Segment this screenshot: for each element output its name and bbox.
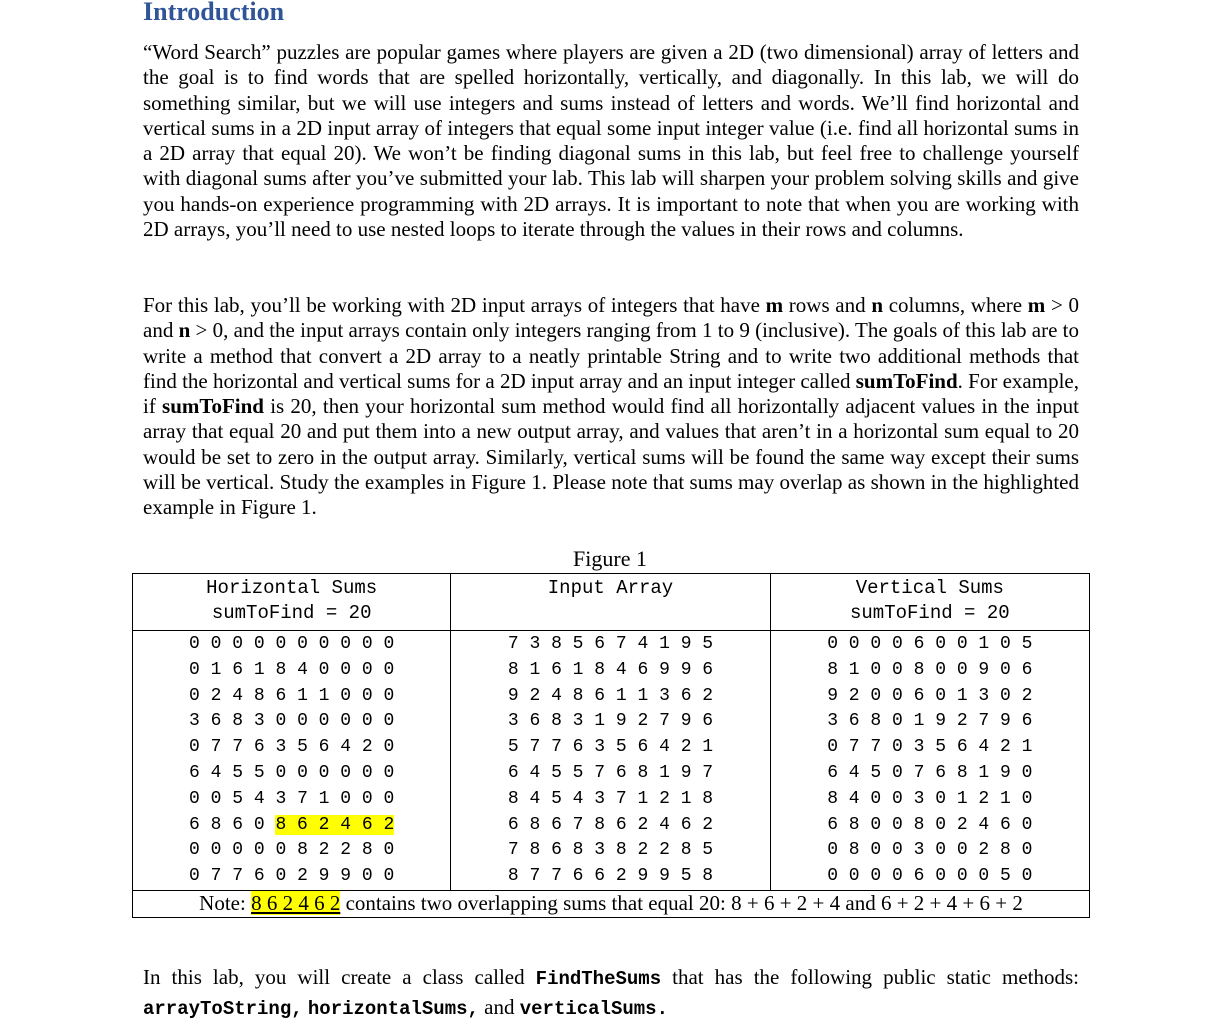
grid-row: 6 4 5 5 7 6 8 1 9 7 <box>507 762 714 783</box>
text-span: that has the following public static methods: <box>661 965 1079 989</box>
figure-table <box>132 573 1090 918</box>
grid-row: 0 0 5 4 3 7 1 0 0 0 <box>189 788 395 809</box>
horizontal-subtitle: sumToFind = 20 <box>211 602 372 624</box>
text-span: > 0, and the input arrays contain only integers ranging from 1 to 9 (inclusive). The goals of this lab are to write a method that convert a 2D array to a neatly printable String and to write two additional methods that find the horizontal and vertical sums for a 2D input array and an input integer called <box>143 318 1079 393</box>
note-suffix: contains two overlapping sums that equal 20: 8 + 6 + 2 + 4 and 6 + 2 + 4 + 6 + 2 <box>340 891 1023 916</box>
var-n: n <box>178 318 191 343</box>
text-span: . For example, if <box>143 368 1079 419</box>
note-highlight: 8 6 2 4 6 2 <box>251 891 341 916</box>
code-method-verticalsums: verticalSums. <box>519 998 668 1020</box>
text-span: is 20, then your horizontal sum method would find all horizontally adjacent values in the input array that equal 20 and put them into a new output array, and values that aren’t in a horizontal sum equal to 20 would be set to zero in the output array. Similarly, vertical sums will be found the same way except their sums will be vertical. Study the examples in Figure 1. Please note that sums may overlap as shown in the highlighted example in Figure 1. <box>143 394 1080 520</box>
grid-row: 0 8 0 0 3 0 0 2 8 0 <box>827 840 1033 861</box>
text-span: rows and <box>783 293 872 317</box>
code-method-arraytostring: arrayToString, <box>143 998 303 1020</box>
text-span: In this lab, you will create a class called <box>143 965 536 989</box>
section-heading: Introduction <box>143 0 285 26</box>
input-header <box>451 574 770 631</box>
grid-row-prefix: 6 8 6 0 <box>189 814 276 835</box>
horizontal-sums-grid <box>133 631 451 891</box>
text-span: columns, where <box>883 293 1028 317</box>
grid-row: 7 8 6 8 3 8 2 2 8 5 <box>507 840 714 861</box>
grid-row: 8 1 6 1 8 4 6 9 9 6 <box>507 659 714 680</box>
grid-row-highlighted <box>133 813 450 839</box>
vertical-subtitle: sumToFind = 20 <box>850 602 1010 624</box>
var-n: n <box>871 293 883 317</box>
code-class-name: FindTheSums <box>535 968 662 990</box>
grid-row: 0 2 4 8 6 1 1 0 0 0 <box>189 685 395 706</box>
grid-row: 8 7 7 6 6 2 9 9 5 8 <box>507 866 714 887</box>
var-m: m <box>1027 293 1046 317</box>
vertical-sums-grid <box>770 631 1089 891</box>
grid-row: 0 7 7 6 3 5 6 4 2 0 <box>189 737 395 758</box>
text-span: For this lab, you’ll be working with 2D input arrays of integers that have <box>143 293 766 317</box>
grid-row: 6 4 5 5 0 0 0 0 0 0 <box>189 762 395 783</box>
text-span: > 0 and <box>143 293 1079 343</box>
grid-row: 7 3 8 5 6 7 4 1 9 5 <box>507 634 714 654</box>
grid-row: 0 7 7 6 0 2 9 9 0 0 <box>189 866 395 887</box>
grid-row: 6 4 5 0 7 6 8 1 9 0 <box>827 762 1033 783</box>
class-description-paragraph <box>143 963 1079 1023</box>
grid-row: 9 2 0 0 6 0 1 3 0 2 <box>827 685 1033 706</box>
horizontal-header <box>133 574 451 631</box>
var-m: m <box>765 293 784 317</box>
grid-row: 3 6 8 3 1 9 2 7 9 6 <box>507 711 714 732</box>
vertical-title: Vertical Sums <box>855 577 1004 599</box>
grid-row: 8 4 0 0 3 0 1 2 1 0 <box>827 788 1033 809</box>
grid-row: 0 0 0 0 0 8 2 2 8 0 <box>189 840 395 861</box>
grid-row: 0 7 7 0 3 5 6 4 2 1 <box>827 737 1033 758</box>
grid-row: 3 6 8 0 1 9 2 7 9 6 <box>827 711 1033 732</box>
figure-note <box>133 890 1090 917</box>
text-span: and <box>478 995 520 1019</box>
grid-row: 8 4 5 4 3 7 1 2 1 8 <box>507 788 714 809</box>
grid-row: 0 1 6 1 8 4 0 0 0 0 <box>189 659 395 680</box>
grid-row: 0 0 0 0 6 0 0 0 5 0 <box>827 866 1033 887</box>
figure-caption: Figure 1 <box>573 546 647 571</box>
grid-row: 0 0 0 0 0 0 0 0 0 0 <box>189 634 395 654</box>
grid-row: 6 8 6 7 8 6 2 4 6 2 <box>507 814 714 835</box>
grid-row: 3 6 8 3 0 0 0 0 0 0 <box>189 711 395 732</box>
note-prefix: Note: <box>199 891 252 916</box>
var-sumtofind: sumToFind <box>162 394 264 419</box>
code-method-horizontalsums: horizontalSums, <box>307 998 479 1020</box>
grid-row: 5 7 7 6 3 5 6 4 2 1 <box>507 737 714 758</box>
intro-paragraph: “Word Search” puzzles are popular games where players are given a 2D (two dimensional) array of letters and the goal is to find words that are spelled horizontally, vertically, and diagonally. In this lab, we will do something similar, but we will use integers and sums instead of letters and words. We’ll find horizontal and vertical sums in a 2D input array of integers that equal some input integer value (i.e. find all horizontal sums in a 2D array that equal 20). We won’t be finding diagonal sums in this lab, but feel free to challenge yourself with diagonal sums after you’ve submitted your lab. This lab will sharpen your problem solving skills and give you hands-on experience programming with 2D arrays. It is important to note that when you are working with 2D arrays, you’ll need to use nested loops to iterate through the values in their rows and columns. <box>143 40 1079 242</box>
var-sumtofind: sumToFind <box>855 368 958 393</box>
horizontal-title: Horizontal Sums <box>206 577 378 599</box>
lab-description-paragraph <box>143 293 1079 521</box>
grid-row: 8 1 0 0 8 0 0 9 0 6 <box>827 659 1033 680</box>
input-title: Input Array <box>547 577 674 599</box>
vertical-header <box>770 574 1089 631</box>
input-array-grid <box>451 631 770 891</box>
grid-row: 6 8 0 0 8 0 2 4 6 0 <box>827 814 1033 835</box>
grid-row: 9 2 4 8 6 1 1 3 6 2 <box>507 685 714 706</box>
highlighted-sum: 8 6 2 4 6 2 <box>275 814 395 835</box>
grid-row: 0 0 0 0 6 0 0 1 0 5 <box>827 634 1033 654</box>
